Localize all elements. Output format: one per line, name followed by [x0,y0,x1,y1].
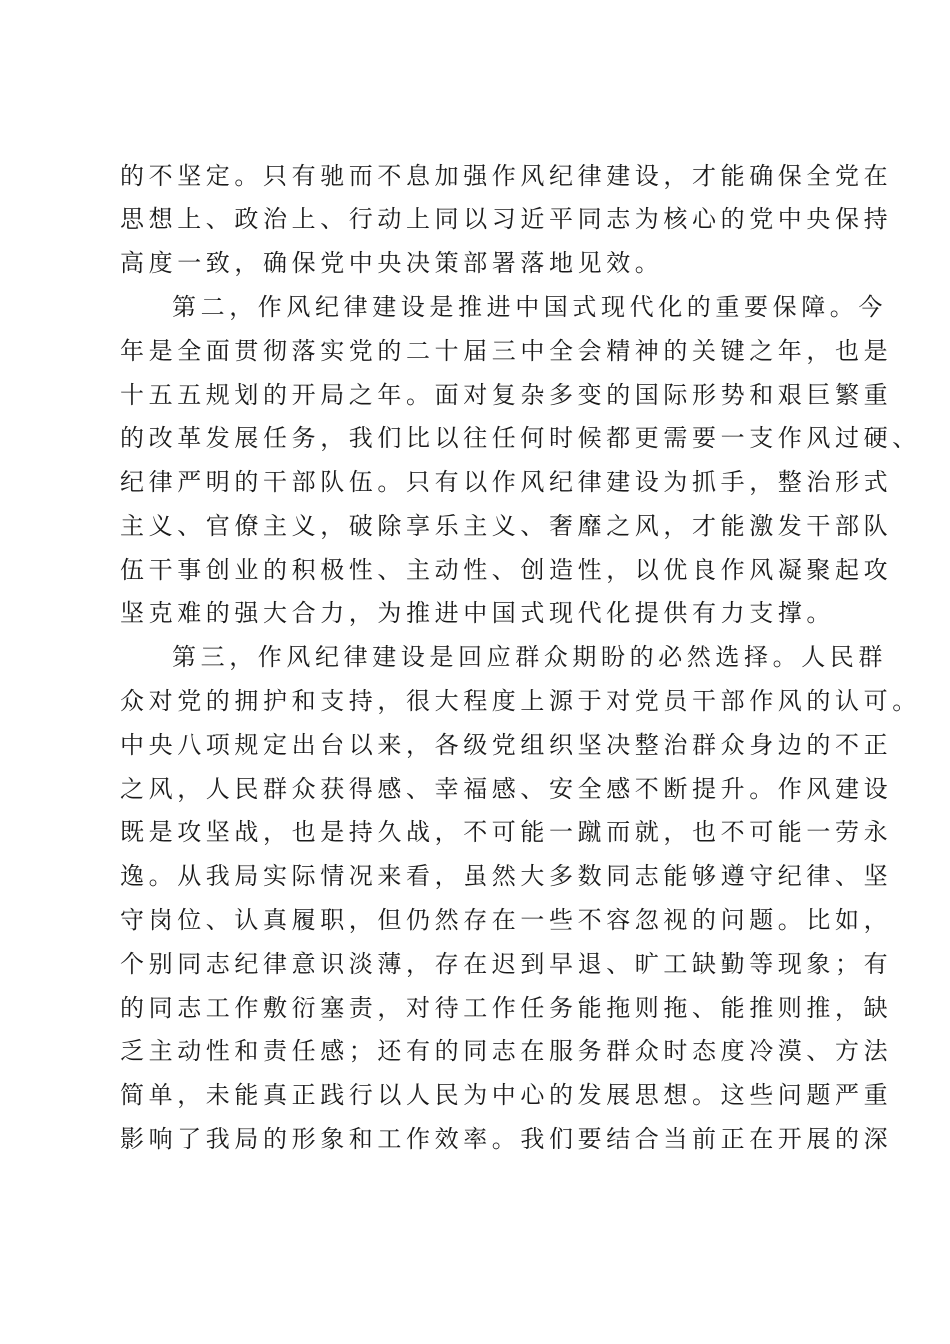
text-line: 坚克难的强大合力，为推进中国式现代化提供有力支撑。 [120,599,835,627]
text-line: 乏主动性和责任感；还有的同志在服务群众时态度冷漠、方法 [120,1037,893,1065]
text-line: 的改革发展任务，我们比以往任何时候都更需要一支作风过硬、 [120,424,921,452]
text-line: 众对党的拥护和支持，很大程度上源于对党员干部作风的认可。 [120,687,921,715]
text-line: 逸。从我局实际情况来看，虽然大多数同志能够遵守纪律、坚 [120,862,893,890]
text-line: 个别同志纪律意识淡薄，存在迟到早退、旷工缺勤等现象；有 [120,950,893,978]
text-line: 年是全面贯彻落实党的二十届三中全会精神的关键之年，也是 [120,337,893,365]
text-line: 中央八项规定出台以来，各级党组织坚决整治群众身边的不正 [120,731,893,759]
paragraph-start-line: 第三，作风纪律建设是回应群众期盼的必然选择。人民群 [172,643,887,671]
text-line: 十五五规划的开局之年。面对复杂多变的国际形势和艰巨繁重 [120,381,893,409]
text-line: 守岗位、认真履职，但仍然存在一些不容忽视的问题。比如， [120,906,893,934]
text-line: 的同志工作敷衍塞责，对待工作任务能拖则拖、能推则推，缺 [120,994,893,1022]
text-line: 的不坚定。只有驰而不息加强作风纪律建设，才能确保全党在 [120,162,893,190]
text-line: 纪律严明的干部队伍。只有以作风纪律建设为抓手，整治形式 [120,468,893,496]
text-line: 之风，人民群众获得感、幸福感、安全感不断提升。作风建设 [120,775,893,803]
text-line: 伍干事创业的积极性、主动性、创造性，以优良作风凝聚起攻 [120,556,893,584]
text-line: 思想上、政治上、行动上同以习近平同志为核心的党中央保持 [120,205,893,233]
text-line: 简单，未能真正践行以人民为中心的发展思想。这些问题严重 [120,1081,893,1109]
text-line: 高度一致，确保党中央决策部署落地见效。 [120,249,664,277]
paragraph-start-line: 第二，作风纪律建设是推进中国式现代化的重要保障。今 [172,293,887,321]
text-line: 既是攻坚战，也是持久战，不可能一蹴而就，也不可能一劳永 [120,818,893,846]
text-line: 主义、官僚主义，破除享乐主义、奢靡之风，才能激发干部队 [120,512,893,540]
text-line: 影响了我局的形象和工作效率。我们要结合当前正在开展的深 [120,1125,893,1153]
